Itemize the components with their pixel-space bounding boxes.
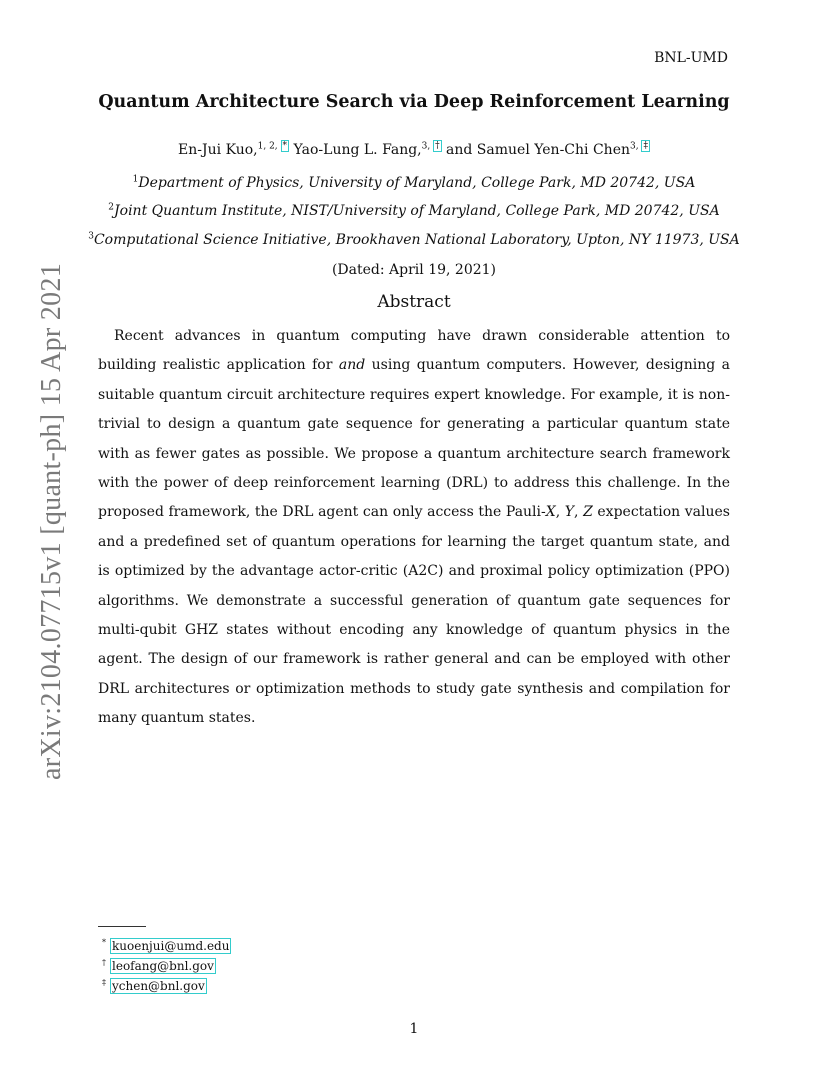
author-name: and Samuel Yen-Chi Chen bbox=[441, 142, 630, 158]
footnote-1: * kuoenjui@umd.edu bbox=[102, 938, 230, 953]
email-link[interactable]: kuoenjui@umd.edu bbox=[112, 939, 230, 953]
footnote-link[interactable]: ‡ bbox=[643, 141, 648, 152]
footnote-rule bbox=[98, 926, 146, 927]
report-number: BNL-UMD bbox=[654, 50, 728, 66]
email-link[interactable]: leofang@bnl.gov bbox=[112, 959, 214, 973]
page-number: 1 bbox=[409, 1021, 419, 1037]
footnote-2: † leofang@bnl.gov bbox=[102, 958, 214, 973]
email-link[interactable]: ychen@bnl.gov bbox=[112, 979, 205, 993]
affiliation-3: $^3$Computational Science Initiative, Brookhaven National Laboratory, Upton, NY 11973, USA bbox=[88, 231, 740, 248]
affiliation-2: $^2$Joint Quantum Institute, NIST/University of Maryland, College Park, MD 20742, USA bbox=[108, 202, 720, 219]
arxiv-identifier: arXiv:2104.07715v1 [quant-ph] 15 Apr 2021 bbox=[36, 262, 67, 780]
affiliation-superscript: 1, 2, * bbox=[257, 141, 288, 152]
footnote-link[interactable]: † bbox=[435, 141, 440, 152]
dated-line: (Dated: April 19, 2021) bbox=[331, 262, 497, 278]
abstract-text: Recent advances in quantum computing have drawn considerable attention to building realistic application for and using quantum computers. However, designing a suitable quantum circuit architecture requires expert knowledge. For example, it is non-trivial to design a quantum gate sequence for generating a particular quantum state with as fewer gates as possible. We propose a quantum architecture search framework with the power of deep reinforcement learning (DRL) to address this challenge. In the proposed framework, the DRL agent can only access the Pauli-X, Y, Z expectation values and a predefined set of quantum operations for learning the target quantum state, and is optimized by the advantage actor-critic (A2C) and proximal policy optimization (PPO) algorithms. We demonstrate a successful generation of quantum gate sequences for multi-qubit GHZ states without encoding any knowledge of quantum physics in the agent. The design of our framework is rather general and can be employed with other DRL architectures or optimization methods to study gate synthesis and compilation for many quantum states. bbox=[98, 328, 731, 727]
author-name: En-Jui Kuo, bbox=[178, 142, 258, 158]
author-name: Yao-Lung L. Fang, bbox=[289, 142, 422, 158]
affiliation-1: $^1$Department of Physics, University of Maryland, College Park, MD 20742, USA bbox=[132, 174, 696, 191]
author-list bbox=[0, 142, 828, 158]
footnote-link[interactable]: * bbox=[282, 141, 288, 152]
footnote-3: ‡ ychen@bnl.gov bbox=[102, 978, 205, 993]
affiliation-superscript: 3, † bbox=[421, 141, 440, 152]
abstract-heading: Abstract bbox=[377, 292, 451, 312]
affiliation-superscript: 3, ‡ bbox=[630, 141, 648, 152]
paper-title: Quantum Architecture Search via Deep Reinforcement Learning bbox=[98, 92, 730, 112]
